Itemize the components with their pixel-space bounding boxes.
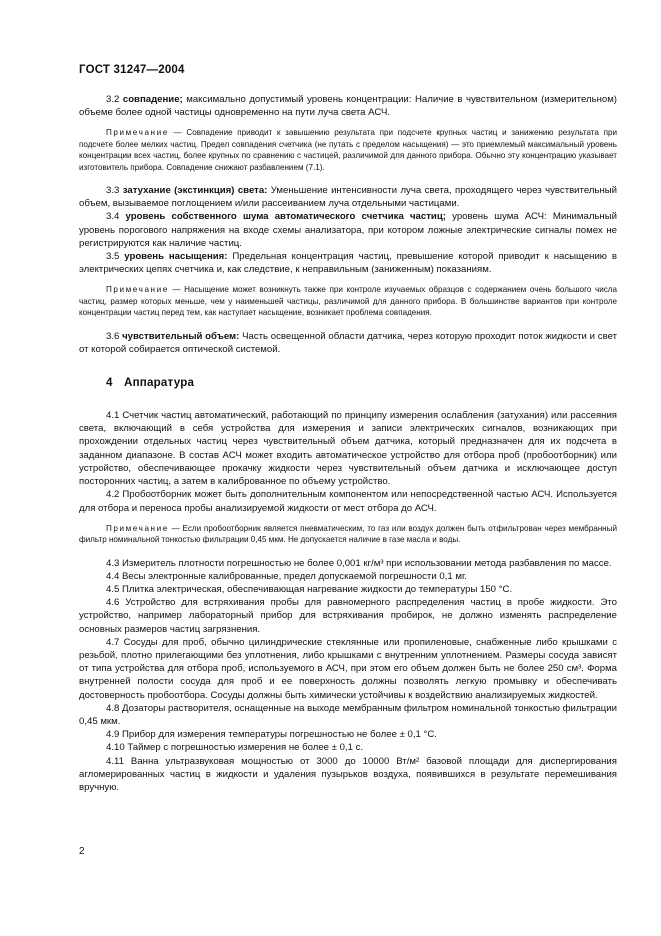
section-number: 4	[106, 376, 113, 390]
clause-4-8: 4.8 Дозаторы растворителя, оснащенные на выходе мембранным фильтром номинальной тонкостью фильтрации 0,45 мкм.	[79, 702, 617, 727]
note-coincidence	[79, 127, 617, 173]
clause-number: 3.3	[106, 185, 123, 197]
definition: Предельная концентрация частиц, превышение которой приводит к насыщению в электрических цепях счетчика и, как следствие, к неправильным (заниженным) показаниям.	[79, 251, 618, 276]
page-content	[79, 93, 617, 794]
clause-4-4: 4.4 Весы электронные калиброванные, предел допускаемой погрешности 0,1 мг.	[106, 570, 467, 582]
term: затухание (экстинкция) света:	[122, 185, 268, 197]
section-title: Аппаратура	[124, 376, 195, 390]
clause-4-6: 4.6 Устройство для встряхивания пробы для равномерного распределения частиц в пробе жидкости. Это устройство, например лабораторный прибор для встряхивания пробирок, не должно изменять распределение основных размеров частиц загрязнения.	[79, 597, 617, 635]
document-header: ГОСТ 31247—2004	[79, 64, 185, 76]
clause-number: 3.2	[106, 94, 123, 105]
definition: Часть освещенной области датчика, через которую проходит поток жидкости и свет от которой собирается оптической системой.	[79, 330, 617, 355]
note-text: — Совпадение приводит к завышению результата при подсчете крупных частиц и занижению результата при подсчете более мелких частиц. Предел совпадения счетчика (не путать с пределом насыщения) — это приемлемый максимальный уровень концентрации всех частиц, более крупных по сравнению с частицей, различимой для данного прибора. Обычно эту концентрацию указывает изготовитель прибора. Совпадение снижают разбавлением (7.1).	[79, 128, 617, 172]
term: чувствительный объем:	[122, 330, 240, 342]
note-saturation	[79, 284, 617, 318]
clause-4-5: 4.5 Плитка электрическая, обеспечивающая нагревание жидкости до температуры 150 °С.	[106, 583, 513, 595]
note-label: Примечание	[106, 128, 169, 138]
definition: уровень шума АСЧ: Минимальный уровень порогового напряжения на входе схемы анализатора, при котором ложные электрические сигналы помех не регистрируются как наличие частиц.	[79, 211, 617, 249]
note-label: Примечание	[106, 523, 169, 533]
clause-3-3	[79, 184, 617, 210]
clause-3-4	[79, 210, 617, 250]
clause-4-7: 4.7 Сосуды для проб, обычно цилиндрические стеклянные или пропиленовые, снабженные либо крышками с резьбой, плотно прилегающими без уплотнения, либо крышками с внутренним уплотнением. Размеры сосуда зависят от типа устройства для отбора проб, используемого в АСЧ, при этом его объем должен быть не более 250 см³. Форма внутренней полости сосуда для проб и ее поверхность должны позволять легкую промывку и обеспечивать достоверность пробоотбора. Сосуды должны быть химически устойчивы к воздействию анализируемых жидкостей.	[79, 636, 617, 701]
note-sampler	[79, 523, 617, 546]
clause-3-6	[79, 330, 617, 356]
term: уровень насыщения:	[124, 251, 228, 263]
clause-4-3: 4.3 Измеритель плотности погрешностью не более 0,001 кг/м³ при использовании метода разбавления по массе.	[106, 557, 612, 569]
definition: максимально допустимый уровень концентрации: Наличие в чувствительном (измерительном) объеме более одной частицы одновременно на пути луча света АСЧ.	[79, 94, 617, 119]
clause-4-1: 4.1 Счетчик частиц автоматический, работающий по принципу измерения ослабления (затухания) или рассеяния света, включающий в себя устройства для измерения и записи электрических сигналов, возникающих при прохождении отдельных частиц через чувствительный объем датчика, который предназначен для их подсчета в заданном диапазоне. В состав АСЧ может входить автоматическое устройство для отбора проб (пробоотборник) или устройство, обеспечивающее прокачку жидкости через чувствительный объем датчика и исключающее доступ посторонних частиц, а затем в калиброванное по объему устройство.	[79, 410, 617, 488]
clause-4-11: 4.11 Ванна ультразвуковая мощностью от 3000 до 10000 Вт/м² базовой площади для диспергирования агломерированных частиц в жидкости и удаления пузырьков воздуха, появившихся в результате перемешивания вручную.	[79, 755, 617, 793]
note-text: — Если пробоотборник является пневматическим, то газ или воздух должен быть отфильтрован через мембранный фильтр номинальной тонкостью фильтрации 0,45 мкм. Не допускается наличие в газе масла и воды.	[79, 523, 617, 545]
clause-number: 3.4	[106, 211, 126, 223]
clause-4-10: 4.10 Таймер с погрешностью измерения не более ± 0,1 с.	[106, 742, 364, 754]
note-label: Примечание	[106, 285, 169, 295]
note-text: — Насыщение может возникнуть также при контроле изучаемых образцов с содержанием очень большого числа частиц, размер которых меньше, чем у наименьшей частицы, различимой для данного прибора. В большинстве вариантов при контроле концентрации частиц перед тем, как наступает насыщение, возникает проблема совпадения.	[79, 285, 617, 318]
term: совпадение;	[122, 94, 183, 105]
clause-4-9: 4.9 Прибор для измерения температуры погрешностью не более ± 0,1 °С.	[106, 729, 437, 741]
term: уровень собственного шума автоматического счетчика частиц;	[125, 211, 446, 223]
page-number: 2	[79, 846, 85, 857]
clause-3-2	[79, 93, 617, 119]
clause-3-5	[79, 250, 617, 276]
clause-4-2: 4.2 Пробоотборник может быть дополнительным компонентом или непосредственной частью АСЧ. Используется для отбора и переноса пробы анализируемой жидкости от мест отбора до АСЧ.	[79, 489, 617, 514]
definition: Уменьшение интенсивности луча света, проходящего через чувствительный объем, вызываемое поглощением и/или рассеиванием луча отдельными частицами.	[79, 185, 617, 210]
clause-number: 3.6	[106, 330, 123, 342]
clause-number: 3.5	[106, 251, 125, 263]
section-heading	[106, 376, 617, 389]
